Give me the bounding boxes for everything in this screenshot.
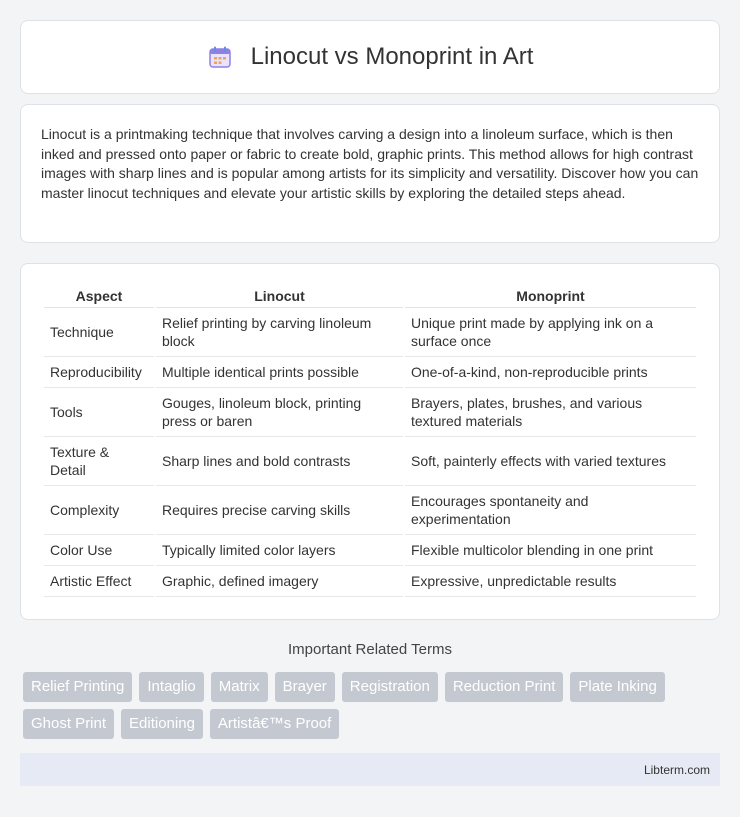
table-cell: Relief printing by carving linoleum block (156, 308, 403, 357)
table-cell: Reproducibility (44, 357, 154, 388)
table-cell: Technique (44, 308, 154, 357)
related-terms-title: Important Related Terms (288, 641, 452, 658)
table-row (44, 357, 696, 388)
table-cell: Encourages spontaneity and experimentation (405, 486, 696, 535)
tag-relief-printing[interactable]: Relief Printing (23, 672, 132, 702)
tag-matrix[interactable]: Matrix (211, 672, 268, 702)
table-cell: Gouges, linoleum block, printing press or baren (156, 388, 403, 437)
table-cell: Expressive, unpredictable results (405, 566, 696, 597)
table-cell: Flexible multicolor blending in one print (405, 535, 696, 566)
table-cell: One-of-a-kind, non-reproducible prints (405, 357, 696, 388)
header-monoprint: Monoprint (405, 284, 696, 308)
table-cell: Unique print made by applying ink on a surface once (405, 308, 696, 357)
footer-site-link[interactable]: Libterm.com (643, 762, 710, 777)
table-row (44, 437, 696, 486)
table-header-row (44, 284, 696, 308)
table-row (44, 566, 696, 597)
tag-artists-proof[interactable]: Artistâ€™s Proof (210, 709, 339, 739)
table-row (44, 486, 696, 535)
tag-brayer[interactable]: Brayer (275, 672, 335, 702)
table-cell: Graphic, defined imagery (156, 566, 403, 597)
footer (20, 753, 720, 786)
table-cell: Brayers, plates, brushes, and various textured materials (405, 388, 696, 437)
page-title: Linocut vs Monoprint in Art (250, 43, 534, 70)
table-cell: Texture & Detail (44, 437, 154, 486)
calendar-icon (207, 44, 233, 70)
table-cell: Soft, painterly effects with varied textures (405, 437, 696, 486)
table-row (44, 308, 696, 357)
comparison-table (42, 284, 698, 597)
table-row (44, 388, 696, 437)
table-cell: Sharp lines and bold contrasts (156, 437, 403, 486)
table-cell: Requires precise carving skills (156, 486, 403, 535)
tag-intaglio[interactable]: Intaglio (139, 672, 203, 702)
header-card (20, 20, 720, 94)
header-aspect: Aspect (44, 284, 154, 308)
table-cell: Tools (44, 388, 154, 437)
table-cell: Multiple identical prints possible (156, 357, 403, 388)
intro-text: Linocut is a printmaking technique that involves carving a design into a linoleum surface, which is then inked and pressed onto paper or fabric to create bold, graphic prints. This method allows for high contrast images with sharp lines and is popular among artists for its simplicity and versatility. Discover how you can master linocut techniques and elevate your artistic skills by exploring the detailed steps ahead. (41, 126, 699, 201)
table-cell: Typically limited color layers (156, 535, 403, 566)
header (207, 43, 534, 71)
tag-plate-inking[interactable]: Plate Inking (570, 672, 664, 702)
table-cell: Color Use (44, 535, 154, 566)
tag-ghost-print[interactable]: Ghost Print (23, 709, 114, 739)
related-terms-list (23, 672, 723, 739)
tag-registration[interactable]: Registration (342, 672, 438, 702)
tag-editioning[interactable]: Editioning (121, 709, 203, 739)
tag-reduction-print[interactable]: Reduction Print (445, 672, 564, 702)
comparison-table-card (20, 263, 720, 620)
table-cell: Artistic Effect (44, 566, 154, 597)
header-linocut: Linocut (156, 284, 403, 308)
table-row (44, 535, 696, 566)
table-cell: Complexity (44, 486, 154, 535)
intro-card (20, 104, 720, 243)
